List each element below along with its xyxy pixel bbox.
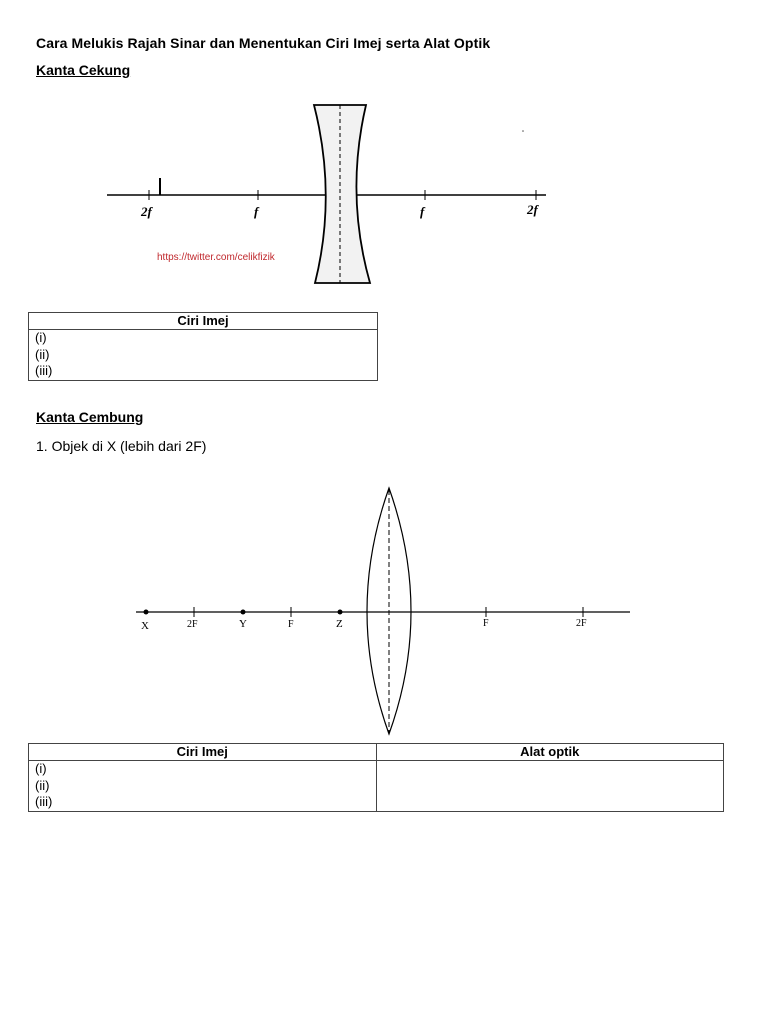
convex-lens-diagram <box>0 480 768 740</box>
table-cell-optical-device <box>376 761 724 812</box>
label-f-left: F <box>288 619 294 630</box>
label-2f-right: 2F <box>576 618 587 629</box>
table-cell-answers <box>29 761 377 812</box>
label-2f-left: 2f <box>141 204 152 219</box>
convex-lens-heading: Kanta Cembung <box>36 409 144 425</box>
row-label-ii: (ii) <box>35 346 50 362</box>
concave-lens-diagram <box>0 0 768 300</box>
point-x <box>144 610 149 615</box>
point-y <box>241 610 246 615</box>
label-2f-right: 2f <box>527 202 538 217</box>
concave-lens-shape <box>314 105 370 283</box>
label-f-right: F <box>483 618 489 629</box>
point-z <box>338 610 343 615</box>
label-x: X <box>141 620 149 632</box>
document-title: Cara Melukis Rajah Sinar dan Menentukan Ciri Imej serta Alat Optik <box>36 35 491 51</box>
row-label-ii: (ii) <box>35 777 50 793</box>
watermark-text: https://twitter.com/celikfizik <box>157 252 275 263</box>
row-label-iii: (iii) <box>35 794 53 809</box>
question-item-1: 1. Objek di X (lebih dari 2F) <box>36 438 207 454</box>
row-label-i: (i) <box>35 761 47 776</box>
row-label-iii: (iii) <box>35 363 53 378</box>
row-label-i: (i) <box>35 330 47 345</box>
stray-dot <box>522 130 524 132</box>
label-z: Z <box>336 618 343 630</box>
table-header-ciri-imej: Ciri Imej <box>29 744 377 761</box>
table-cell-answers <box>29 330 378 381</box>
label-f-left: f <box>254 204 259 219</box>
table-header-ciri-imej: Ciri Imej <box>29 313 378 330</box>
table-header-alat-optik: Alat optik <box>376 744 724 761</box>
convex-image-characteristics-table <box>28 743 724 812</box>
concave-lens-heading: Kanta Cekung <box>36 62 131 78</box>
concave-image-characteristics-table <box>28 312 378 381</box>
label-2f-left: 2F <box>187 619 198 630</box>
label-f-right: f <box>420 204 425 219</box>
label-y: Y <box>239 618 247 630</box>
